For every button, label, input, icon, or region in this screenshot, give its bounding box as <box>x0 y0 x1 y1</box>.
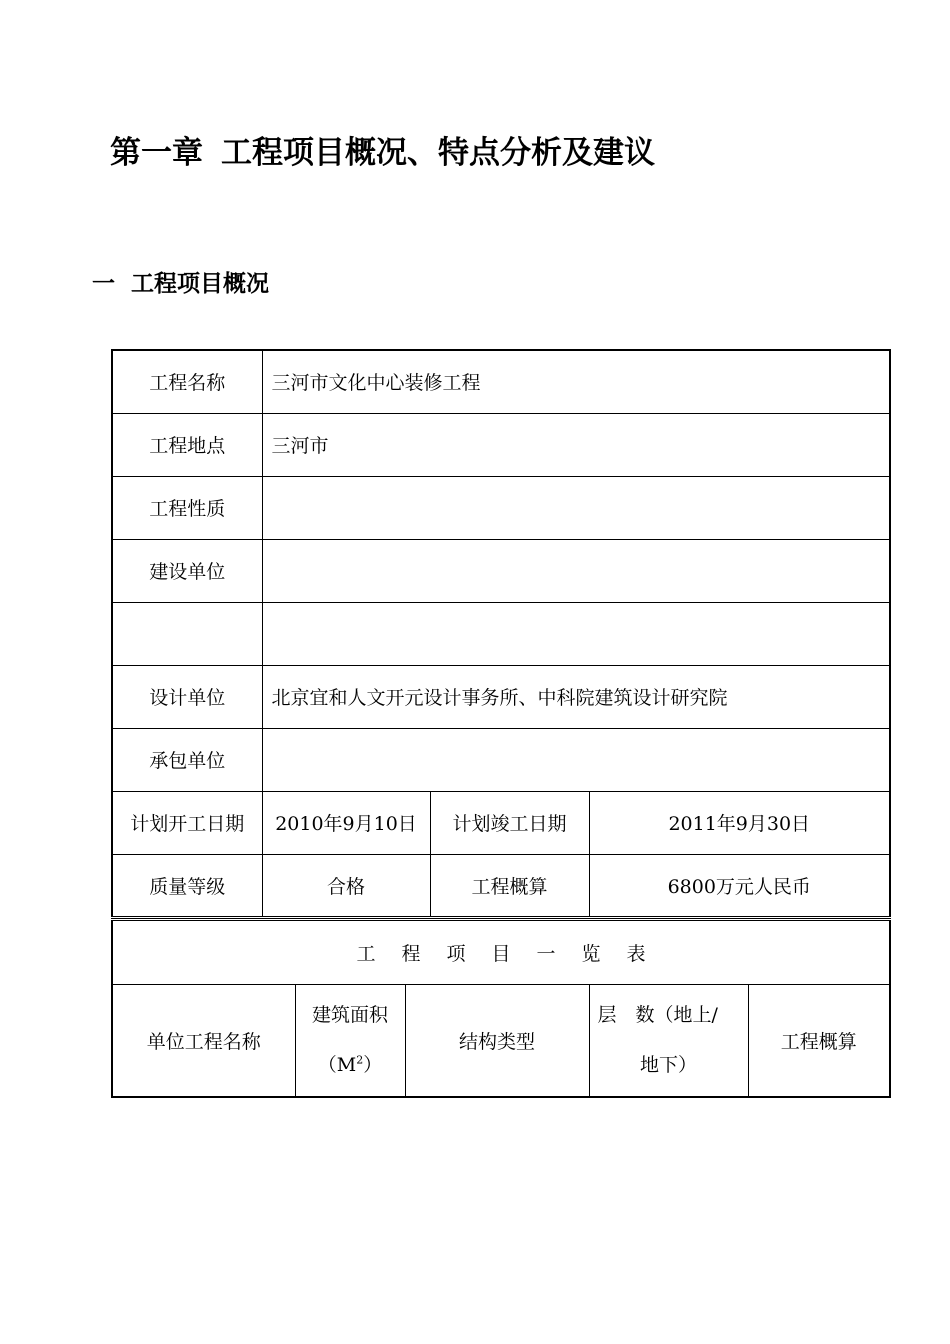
location-value: 三河市 <box>262 413 890 476</box>
table-row <box>112 539 890 602</box>
header-structure: 结构类型 <box>405 985 589 1097</box>
blank-value <box>262 602 890 665</box>
designer-value: 北京宜和人文开元设计事务所、中科院建筑设计研究院 <box>262 665 890 728</box>
table-row <box>112 985 890 1097</box>
header-area-line2 <box>296 1040 405 1090</box>
nature-value <box>262 476 890 539</box>
header-area-sup: 2 <box>356 1053 364 1067</box>
chapter-number: 第一章 <box>110 135 203 171</box>
header-layers-line2: 地下） <box>639 1054 697 1077</box>
budget-label: 工程概算 <box>430 854 589 917</box>
header-area-line1: 建筑面积 <box>311 1004 388 1027</box>
table-row <box>112 854 890 917</box>
project-name-value: 三河市文化中心装修工程 <box>262 350 890 413</box>
list-table-title: 工程项目一览表 <box>112 921 890 985</box>
table-row <box>112 602 890 665</box>
project-list-table <box>111 920 891 1098</box>
section-number: 一 <box>92 271 115 297</box>
designer-label: 设计单位 <box>112 665 262 728</box>
end-date-value: 2011年9月30日 <box>589 791 890 854</box>
location-label: 工程地点 <box>112 413 262 476</box>
chapter-title <box>110 128 655 178</box>
builder-value <box>262 539 890 602</box>
quality-value: 合格 <box>262 854 430 917</box>
project-name-label: 工程名称 <box>112 350 262 413</box>
table-row <box>112 921 890 985</box>
section-title-text: 工程项目概况 <box>131 271 269 297</box>
budget-value: 6800万元人民币 <box>589 854 890 917</box>
header-budget: 工程概算 <box>748 985 890 1097</box>
start-date-value: 2010年9月10日 <box>262 791 430 854</box>
section-title <box>92 266 269 302</box>
table-row <box>112 413 890 476</box>
header-layers-line1: 层 数（地上/ <box>597 1004 718 1027</box>
builder-label: 建设单位 <box>112 539 262 602</box>
header-area <box>295 985 405 1097</box>
header-area-open: （M <box>317 1054 357 1077</box>
header-unit-name: 单位工程名称 <box>112 985 295 1097</box>
table-row <box>112 791 890 854</box>
header-layers <box>589 985 748 1097</box>
start-date-label: 计划开工日期 <box>112 791 262 854</box>
quality-label: 质量等级 <box>112 854 262 917</box>
table-row <box>112 665 890 728</box>
header-area-close: ） <box>363 1054 383 1077</box>
table-row <box>112 728 890 791</box>
blank-label <box>112 602 262 665</box>
project-info-table <box>111 349 891 919</box>
end-date-label: 计划竣工日期 <box>430 791 589 854</box>
chapter-title-text: 工程项目概况、特点分析及建议 <box>221 135 655 171</box>
table-row <box>112 350 890 413</box>
contractor-label: 承包单位 <box>112 728 262 791</box>
table-row <box>112 476 890 539</box>
contractor-value <box>262 728 890 791</box>
nature-label: 工程性质 <box>112 476 262 539</box>
